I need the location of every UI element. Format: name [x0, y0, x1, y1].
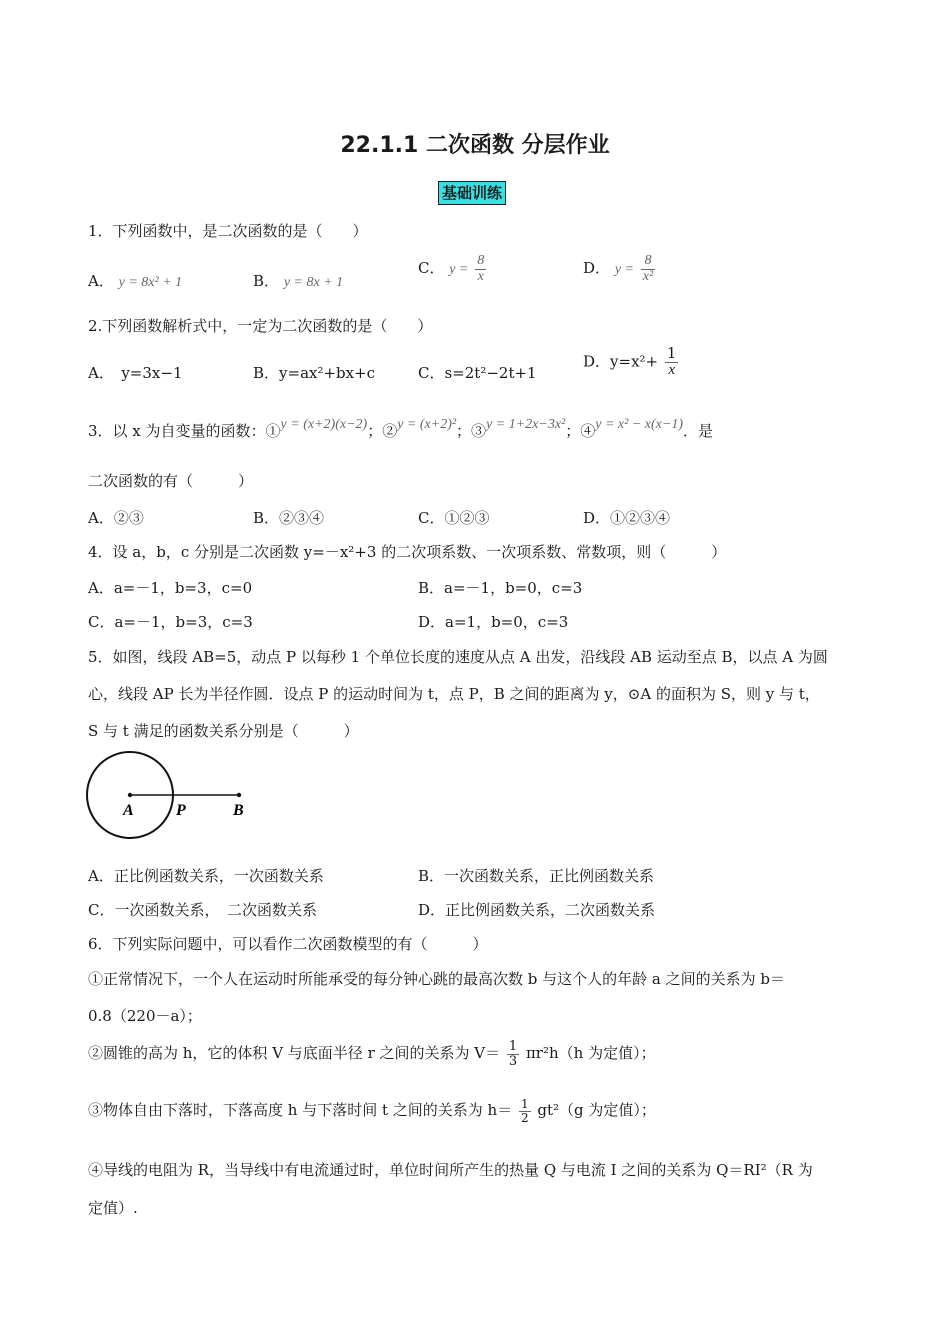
q1-option-b-label: B．: [253, 272, 280, 290]
q2-option-d-fraction: [665, 346, 679, 379]
q1-option-d-fraction: [641, 254, 655, 284]
q3-stem-continued: 二次函数的有（ ）: [88, 472, 254, 490]
q3-expr-1: y = (x+2)(x−2): [280, 417, 368, 432]
q4-option-c[interactable]: C．a=－1，b=3，c=3: [88, 613, 253, 631]
q6-item-3-denominator: 2: [520, 1110, 529, 1125]
q5-stem-line-2: 心，线段 AP 长为半径作圆．设点 P 的运动时间为 t，点 P，B 之间的距离为 y，⊙A 的面积为 S，则 y 与 t，: [88, 685, 820, 703]
point-b-dot: [237, 793, 241, 797]
q3-suffix: ．是: [682, 422, 713, 440]
q1-option-c-label: C．: [418, 259, 445, 278]
q3-sep-4: ；④: [565, 422, 596, 440]
q6-item-2: [88, 1040, 656, 1068]
q5-option-c[interactable]: C．一次函数关系， 二次函数关系: [88, 901, 317, 919]
q6-item-2-post: πr²h（h 为定值）；: [525, 1044, 656, 1063]
q3-sep-2: ；②: [367, 422, 398, 440]
q2-option-c[interactable]: C．s=2t²−2t+1: [418, 364, 537, 382]
q6-item-3-numerator: 1: [520, 1097, 529, 1111]
q2-option-d-denominator: x: [668, 361, 676, 378]
q6-item-4-line-1: ④导线的电阻为 R，当导线中有电流通过时，单位时间所产生的热量 Q 与电流 I 之间的关系为 Q＝RI²（R 为: [88, 1161, 813, 1179]
q5-stem-line-1: 5．如图，线段 AB=5，动点 P 以每秒 1 个单位长度的速度从点 A 出发，沿线段 AB 运动至点 B，以点 A 为圆: [88, 648, 828, 666]
q1-option-d-numerator: 8: [641, 254, 655, 270]
q2-option-b[interactable]: B．y=ax²+bx+c: [253, 364, 376, 382]
q6-item-3: [88, 1098, 656, 1124]
q5-option-d[interactable]: D．正比例函数关系，二次函数关系: [418, 901, 656, 919]
q5-figure: [80, 748, 280, 844]
q2-option-d-label: D．y=x²+: [583, 352, 659, 371]
q3-expr-3: y = 1+2x−3x²: [486, 417, 566, 432]
q3-option-b[interactable]: B．②③④: [253, 509, 325, 527]
q6-item-3-post: gt²（g 为定值）；: [537, 1101, 656, 1120]
q6-item-3-pre: ③物体自由下落时，下落高度 h 与下落时间 t 之间的关系为 h＝: [88, 1101, 513, 1120]
q1-option-d-denominator: x²: [642, 268, 654, 284]
q6-item-2-fraction: [507, 1040, 519, 1068]
q5-stem-line-3: S 与 t 满足的函数关系分别是（ ）: [88, 722, 359, 740]
q5-option-a[interactable]: A．正比例函数关系，一次函数关系: [88, 867, 324, 885]
q6-item-4-line-2: 定值）.: [88, 1199, 138, 1217]
q6-item-3-fraction: [519, 1098, 531, 1124]
q6-item-2-pre: ②圆锥的高为 h，它的体积 V 与底面半径 r 之间的关系为 V＝: [88, 1044, 501, 1063]
label-a: A: [123, 802, 134, 819]
q4-option-a[interactable]: A．a=－1，b=3，c=0: [88, 579, 253, 597]
q1-option-c[interactable]: [418, 254, 488, 284]
q3-option-c[interactable]: C．①②③: [418, 509, 490, 527]
q6-item-1-line-2: 0.8（220－a）；: [88, 1007, 202, 1025]
q4-option-d[interactable]: D．a=1，b=0，c=3: [418, 613, 569, 631]
q1-option-d-label: D．: [583, 259, 611, 278]
q2-stem: 2.下列函数解析式中，一定为二次函数的是（ ）: [88, 317, 433, 335]
q4-stem: 4．设 a，b，c 分别是二次函数 y=－x²+3 的二次项系数、一次项系数、常数项，则（ ）: [88, 543, 727, 561]
q3-stem: [88, 417, 713, 441]
q6-stem: 6．下列实际问题中，可以看作二次函数模型的有（ ）: [88, 935, 488, 953]
q5-option-b[interactable]: B．一次函数关系，正比例函数关系: [418, 867, 655, 885]
q1-option-b[interactable]: [253, 270, 343, 291]
q1-option-c-fraction: [475, 254, 486, 284]
q1-option-c-numerator: 8: [477, 253, 485, 268]
q3-prefix: 3．以 x 为自变量的函数：①: [88, 422, 281, 440]
q6-item-2-denominator: 3: [508, 1053, 518, 1069]
q6-item-1-line-1: ①正常情况下，一个人在运动时所能承受的每分钟心跳的最高次数 b 与这个人的年龄 a 之间的关系为 b＝: [88, 970, 785, 988]
q1-option-d[interactable]: [583, 254, 657, 284]
q4-option-b[interactable]: B．a=－1，b=0，c=3: [418, 579, 583, 597]
q3-expr-2: y = (x+2)²: [397, 417, 457, 432]
q1-option-c-denominator: x: [477, 268, 484, 284]
q3-option-a[interactable]: A．②③: [88, 509, 144, 527]
q3-option-d[interactable]: D．①②③④: [583, 509, 671, 527]
label-b: B: [233, 802, 244, 819]
q1-option-b-expr: y = 8x + 1: [283, 275, 344, 290]
q1-stem: 1．下列函数中，是二次函数的是（ ）: [88, 222, 368, 240]
q2-option-d-numerator: 1: [666, 344, 677, 362]
q1-option-a-label: A．: [88, 272, 114, 290]
q3-sep-3: ；③: [456, 422, 487, 440]
q1-option-c-lhs: y =: [449, 262, 469, 278]
q1-option-d-lhs: y =: [614, 262, 634, 278]
q2-option-d[interactable]: [583, 346, 680, 379]
q1-option-a[interactable]: [88, 270, 182, 291]
label-p: P: [176, 802, 186, 819]
q6-item-2-numerator: 1: [508, 1039, 518, 1054]
q3-expr-4: y = x² − x(x−1): [595, 417, 683, 432]
point-a-dot: [128, 793, 132, 797]
q2-option-a[interactable]: A． y=3x−1: [88, 364, 183, 382]
q1-option-a-expr: y = 8x² + 1: [118, 275, 183, 290]
page-title: 22.1.1 二次函数 分层作业: [340, 133, 610, 158]
section-badge: 基础训练: [438, 181, 506, 205]
